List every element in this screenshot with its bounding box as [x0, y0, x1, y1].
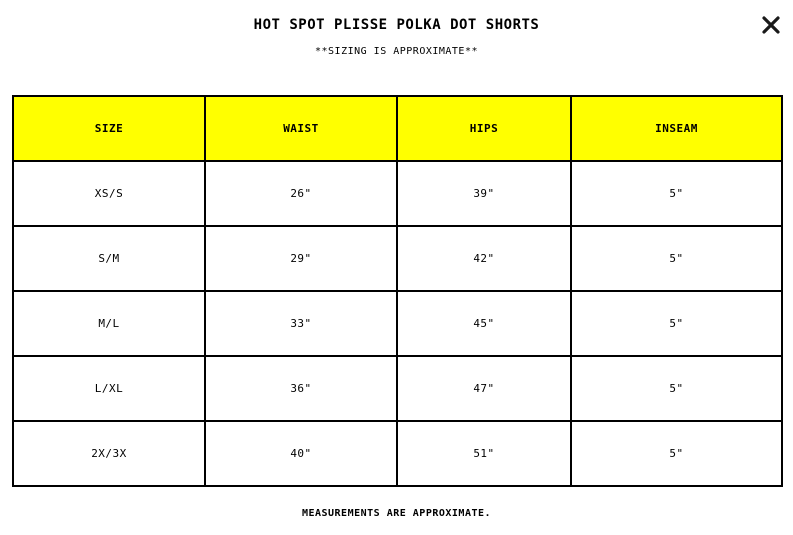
cell-hips: 42"	[397, 226, 571, 291]
modal-subtitle: **SIZING IS APPROXIMATE**	[314, 46, 478, 57]
cell-size: XS/S	[13, 161, 205, 226]
header-size: SIZE	[13, 96, 205, 161]
table-row	[13, 161, 782, 226]
table-row	[13, 226, 782, 291]
table-body	[13, 161, 782, 486]
header-row	[13, 96, 782, 161]
cell-inseam: 5"	[571, 226, 782, 291]
table-row	[13, 291, 782, 356]
cell-waist: 29"	[205, 226, 397, 291]
cell-hips: 47"	[397, 356, 571, 421]
table-row	[13, 421, 782, 486]
cell-inseam: 5"	[571, 291, 782, 356]
table-header	[13, 96, 782, 161]
cell-size: 2X/3X	[13, 421, 205, 486]
close-button[interactable]	[759, 13, 783, 37]
cell-waist: 33"	[205, 291, 397, 356]
size-chart-table	[12, 95, 783, 487]
header-hips: HIPS	[397, 96, 571, 161]
cell-size: S/M	[13, 226, 205, 291]
header-waist: WAIST	[205, 96, 397, 161]
close-icon	[762, 16, 780, 34]
cell-hips: 51"	[397, 421, 571, 486]
cell-waist: 36"	[205, 356, 397, 421]
header-inseam: INSEAM	[571, 96, 782, 161]
modal-title: HOT SPOT PLISSE POLKA DOT SHORTS	[253, 17, 540, 33]
cell-inseam: 5"	[571, 356, 782, 421]
cell-hips: 45"	[397, 291, 571, 356]
cell-size: L/XL	[13, 356, 205, 421]
cell-size: M/L	[13, 291, 205, 356]
table-row	[13, 356, 782, 421]
cell-inseam: 5"	[571, 161, 782, 226]
cell-waist: 40"	[205, 421, 397, 486]
footer-note: MEASUREMENTS ARE APPROXIMATE.	[301, 508, 492, 519]
cell-waist: 26"	[205, 161, 397, 226]
cell-hips: 39"	[397, 161, 571, 226]
cell-inseam: 5"	[571, 421, 782, 486]
